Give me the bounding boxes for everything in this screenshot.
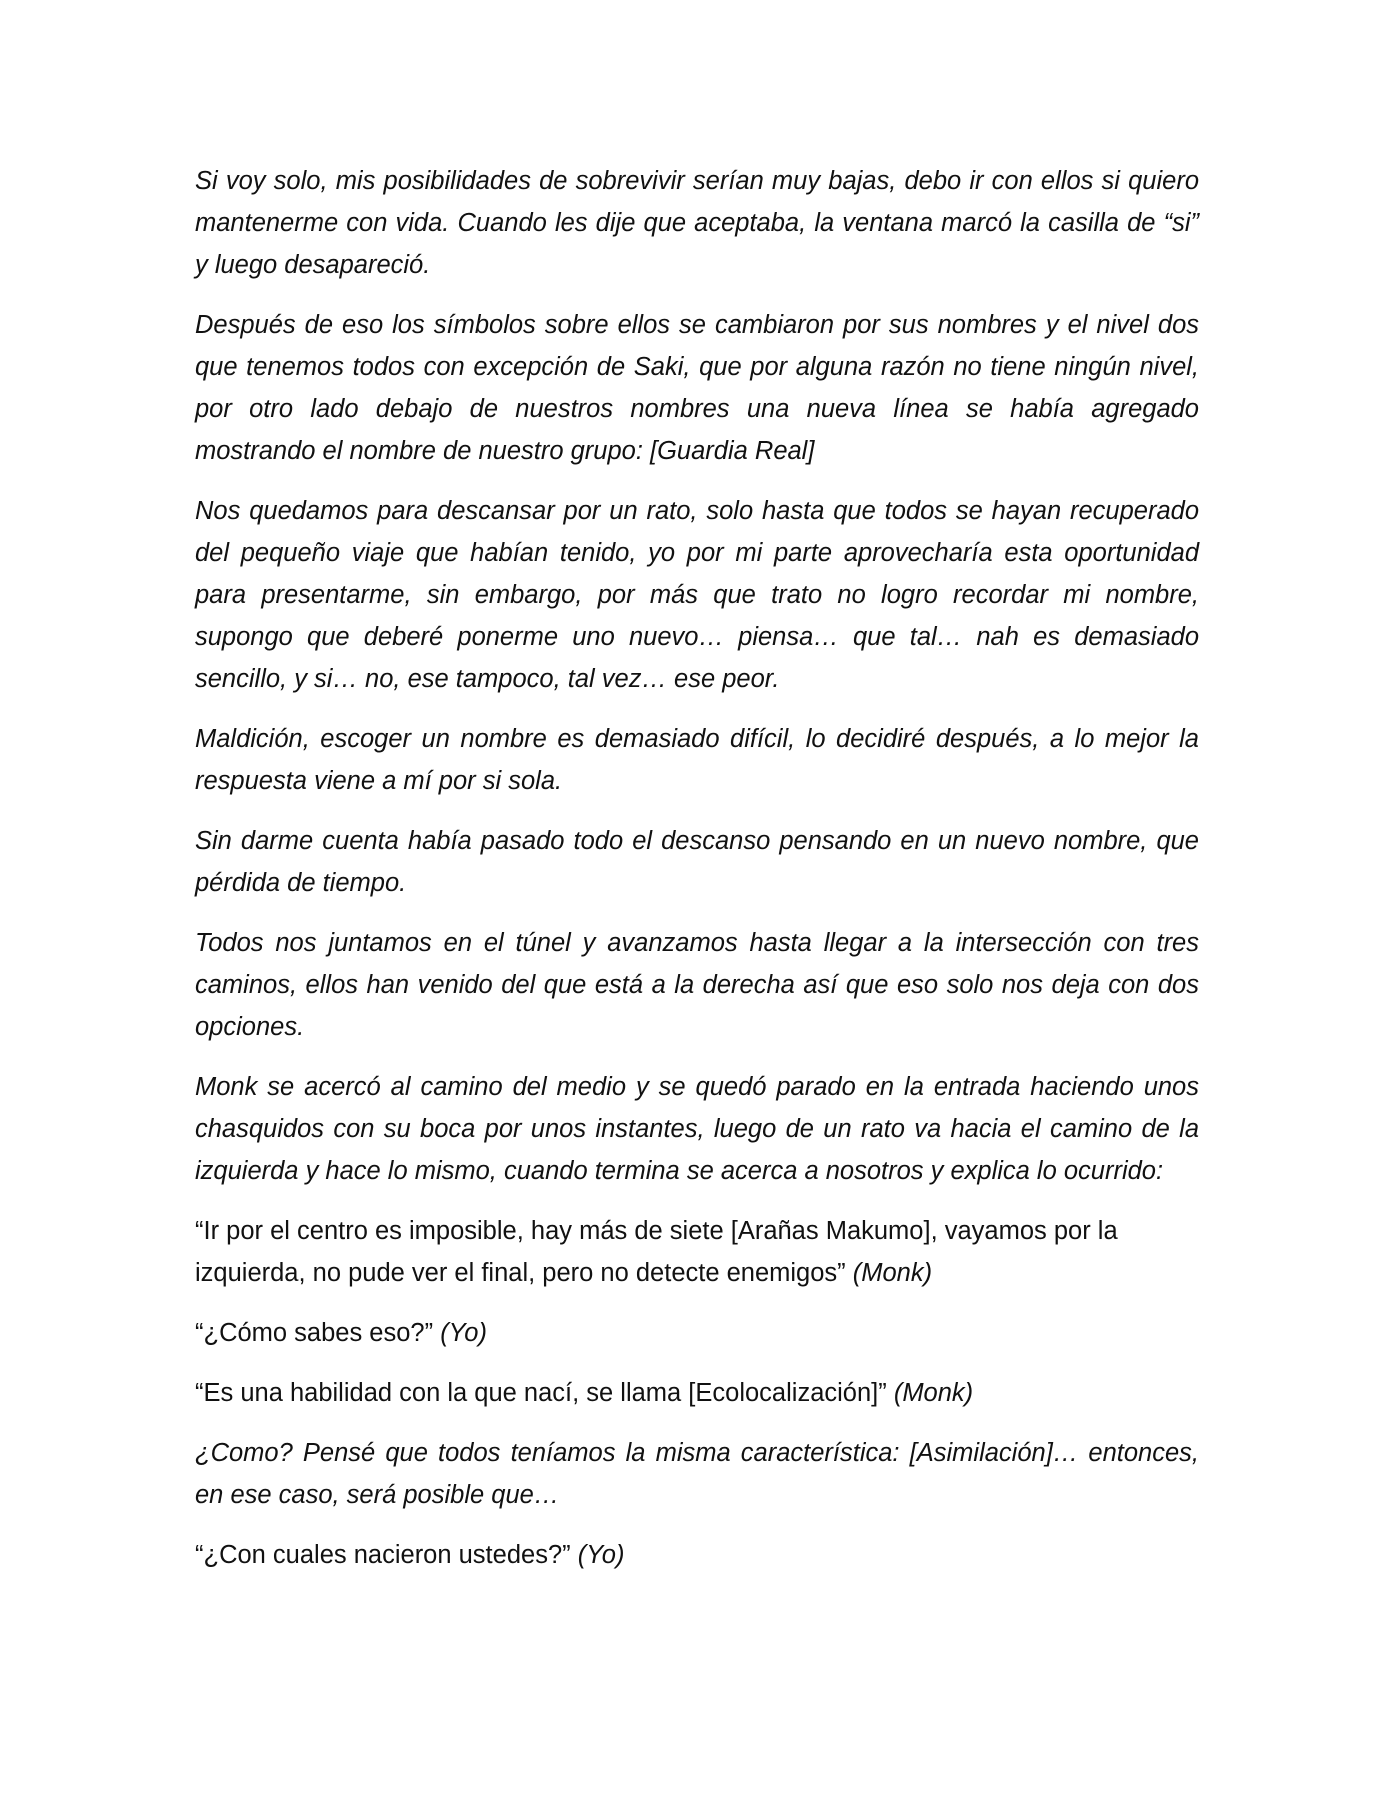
speaker-tag: (Monk) — [852, 1259, 933, 1287]
narration-paragraph: Maldición, escoger un nombre es demasiado difícil, lo decidiré después, a lo mejor la respuesta viene a mí por si sola. — [195, 725, 1199, 795]
dialogue-text: “¿Con cuales nacieron ustedes?” — [195, 1541, 571, 1569]
speaker-tag: (Yo) — [577, 1541, 625, 1569]
narration-paragraph: ¿Como? Pensé que todos teníamos la misma característica: [Asimilación]… entonces, en ese caso, será posible que… — [195, 1439, 1199, 1509]
dialogue-text: “¿Cómo sabes eso?” — [195, 1319, 434, 1347]
speaker-tag: (Yo) — [440, 1319, 487, 1347]
dialogue-text: “Es una habilidad con la que nací, se llama [Ecolocalización]” — [195, 1379, 887, 1407]
dialogue-line — [195, 1534, 1199, 1576]
narration-paragraph: Sin darme cuenta había pasado todo el descanso pensando en un nuevo nombre, que pérdida de tiempo. — [195, 827, 1199, 897]
narration-paragraph: Todos nos juntamos en el túnel y avanzamos hasta llegar a la intersección con tres caminos, ellos han venido del que está a la derecha así que eso solo nos deja con dos opciones. — [195, 929, 1199, 1041]
narration-paragraph: Nos quedamos para descansar por un rato, solo hasta que todos se hayan recuperado del pequeño viaje que habían tenido, yo por mi parte aprovecharía esta oportunidad para presentarme, sin embargo, por más que trato no logro recordar mi nombre, supongo que deberé ponerme uno nuevo… piensa… que tal… nah es demasiado sencillo, y si… no, ese tampoco, tal vez… ese peor. — [195, 497, 1199, 693]
text-body — [195, 160, 1199, 1594]
narration-paragraph: Monk se acercó al camino del medio y se quedó parado en la entrada haciendo unos chasquidos con su boca por unos instantes, luego de un rato va hacia el camino de la izquierda y hace lo mismo, cuando termina se acerca a nosotros y explica lo ocurrido: — [195, 1073, 1199, 1185]
dialogue-line — [195, 1210, 1199, 1294]
narration-paragraph: Después de eso los símbolos sobre ellos se cambiaron por sus nombres y el nivel dos que tenemos todos con excepción de Saki, que por alguna razón no tiene ningún nivel, por otro lado debajo de nuestros nombres una nueva línea se había agregado mostrando el nombre de nuestro grupo: [Guardia Real] — [195, 311, 1199, 465]
narration-paragraph: Si voy solo, mis posibilidades de sobrevivir serían muy bajas, debo ir con ellos si quiero mantenerme con vida. Cuando les dije que aceptaba, la ventana marcó la casilla de “si” y luego desapareció. — [195, 167, 1199, 279]
dialogue-line — [195, 1312, 1199, 1354]
dialogue-text: “Ir por el centro es imposible, hay más de siete [Arañas Makumo], vayamos por la izquierda, no pude ver el final, pero no detecte enemigos” — [195, 1217, 1118, 1287]
speaker-tag: (Monk) — [893, 1379, 974, 1407]
dialogue-line — [195, 1372, 1199, 1414]
